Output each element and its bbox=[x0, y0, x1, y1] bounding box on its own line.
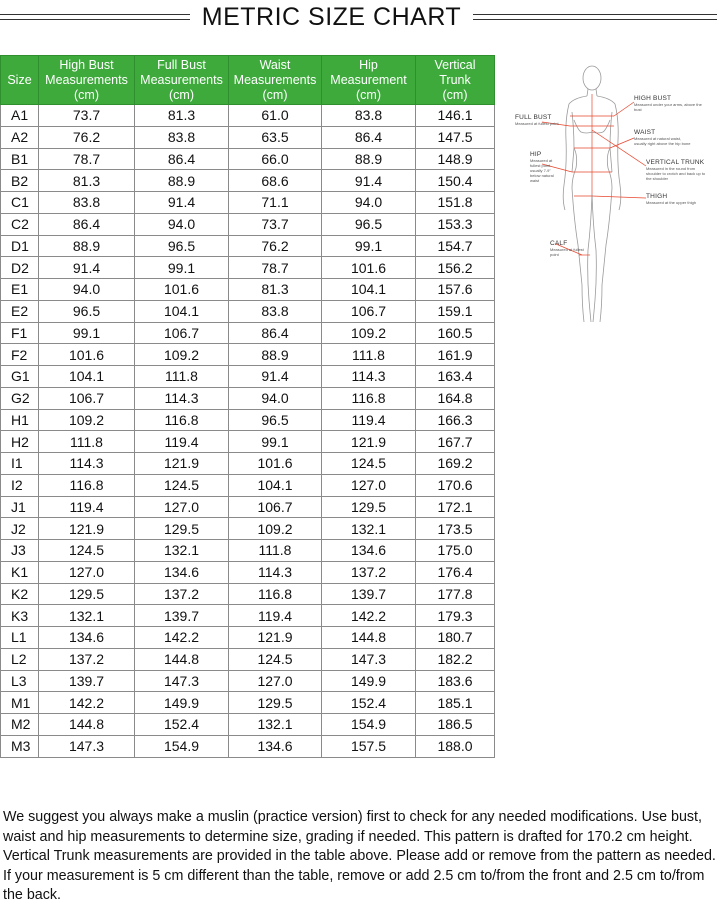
table-row bbox=[1, 126, 495, 148]
size-cell: G2 bbox=[1, 387, 39, 409]
measurement-cell: 167.7 bbox=[416, 431, 495, 453]
measurement-cell: 180.7 bbox=[416, 627, 495, 649]
column-header bbox=[39, 56, 135, 105]
column-header bbox=[416, 56, 495, 105]
column-header-line: Measurements bbox=[233, 72, 317, 87]
measurement-cell: 147.3 bbox=[135, 670, 229, 692]
vertical-trunk-label: VERTICAL TRUNK Measured in the round from shoulder to crotch and back up to the shoulder bbox=[646, 159, 706, 181]
measurement-cell: 106.7 bbox=[135, 322, 229, 344]
column-header bbox=[135, 56, 229, 105]
measurement-cell: 132.1 bbox=[135, 540, 229, 562]
size-cell: B2 bbox=[1, 170, 39, 192]
table-row bbox=[1, 366, 495, 388]
title-row bbox=[0, 0, 717, 40]
measurement-cell: 129.5 bbox=[229, 692, 322, 714]
column-header-line: Waist bbox=[259, 57, 291, 72]
table-row bbox=[1, 540, 495, 562]
measurement-cell: 78.7 bbox=[229, 257, 322, 279]
measurement-cell: 157.5 bbox=[322, 735, 416, 757]
size-cell: D2 bbox=[1, 257, 39, 279]
size-cell: C1 bbox=[1, 192, 39, 214]
measurement-cell: 127.0 bbox=[229, 670, 322, 692]
measurement-cell: 154.9 bbox=[322, 714, 416, 736]
column-header-line: Hip bbox=[359, 57, 378, 72]
measurement-cell: 186.5 bbox=[416, 714, 495, 736]
size-cell: B1 bbox=[1, 148, 39, 170]
measurement-cell: 116.8 bbox=[322, 387, 416, 409]
column-header-line: Size bbox=[7, 72, 32, 87]
measurement-cell: 109.2 bbox=[39, 409, 135, 431]
size-chart-table bbox=[0, 55, 495, 758]
measurement-cell: 129.5 bbox=[135, 518, 229, 540]
measurement-cell: 134.6 bbox=[322, 540, 416, 562]
calf-label: CALF Measured at fullest point bbox=[550, 240, 584, 257]
measurement-cell: 121.9 bbox=[135, 453, 229, 475]
measurement-cell: 73.7 bbox=[39, 105, 135, 127]
measurement-cell: 152.4 bbox=[135, 714, 229, 736]
measurement-cell: 124.5 bbox=[39, 540, 135, 562]
measurement-cell: 119.4 bbox=[135, 431, 229, 453]
size-cell: A1 bbox=[1, 105, 39, 127]
measurement-cell: 137.2 bbox=[322, 561, 416, 583]
measurement-cell: 76.2 bbox=[39, 126, 135, 148]
measurement-cell: 109.2 bbox=[229, 518, 322, 540]
measurement-cell: 106.7 bbox=[39, 387, 135, 409]
measurement-cell: 149.9 bbox=[322, 670, 416, 692]
measurement-cell: 134.6 bbox=[39, 627, 135, 649]
size-cell: L3 bbox=[1, 670, 39, 692]
size-cell: G1 bbox=[1, 366, 39, 388]
measurement-cell: 188.0 bbox=[416, 735, 495, 757]
measurement-cell: 152.4 bbox=[322, 692, 416, 714]
column-header-line: (cm) bbox=[74, 87, 99, 102]
measurement-cell: 114.3 bbox=[322, 366, 416, 388]
table-row bbox=[1, 583, 495, 605]
measurement-cell: 114.3 bbox=[39, 453, 135, 475]
measurement-cell: 161.9 bbox=[416, 344, 495, 366]
measurement-cell: 91.4 bbox=[135, 192, 229, 214]
measurement-cell: 104.1 bbox=[322, 279, 416, 301]
measurement-figure bbox=[512, 60, 712, 330]
measurement-cell: 101.6 bbox=[135, 279, 229, 301]
measurement-cell: 99.1 bbox=[39, 322, 135, 344]
measurement-cell: 169.2 bbox=[416, 453, 495, 475]
column-header-line: Measurement bbox=[330, 72, 407, 87]
measurement-cell: 86.4 bbox=[229, 322, 322, 344]
measurement-cell: 66.0 bbox=[229, 148, 322, 170]
measurement-cell: 91.4 bbox=[322, 170, 416, 192]
size-cell: E1 bbox=[1, 279, 39, 301]
measurement-cell: 94.0 bbox=[135, 213, 229, 235]
measurement-cell: 86.4 bbox=[135, 148, 229, 170]
column-header bbox=[322, 56, 416, 105]
measurement-cell: 144.8 bbox=[322, 627, 416, 649]
measurement-cell: 154.9 bbox=[135, 735, 229, 757]
size-cell: F1 bbox=[1, 322, 39, 344]
measurement-cell: 99.1 bbox=[322, 235, 416, 257]
measurement-cell: 86.4 bbox=[322, 126, 416, 148]
measurement-cell: 177.8 bbox=[416, 583, 495, 605]
measurement-cell: 139.7 bbox=[322, 583, 416, 605]
sizing-notes: We suggest you always make a muslin (practice version) first to check for any needed modifications. Use bust, waist and hip measurements to determine size, grading if needed. This pattern is drafted for 170.2 cm height. Vertical Trunk measurements are provided in the table above. Please add or remove from the pattern as needed. If your measurement is 5 cm different than the table, remove or add 2.5 cm to/from the front and 2.5 cm to/from the back. bbox=[3, 809, 716, 904]
title-rule-right bbox=[473, 14, 717, 20]
measurement-cell: 149.9 bbox=[135, 692, 229, 714]
column-header-line: Trunk bbox=[439, 72, 471, 87]
measurement-cell: 124.5 bbox=[229, 648, 322, 670]
measurement-cell: 94.0 bbox=[322, 192, 416, 214]
table-row bbox=[1, 257, 495, 279]
measurement-cell: 104.1 bbox=[39, 366, 135, 388]
measurement-cell: 127.0 bbox=[135, 496, 229, 518]
measurement-cell: 68.6 bbox=[229, 170, 322, 192]
measurement-cell: 83.8 bbox=[39, 192, 135, 214]
measurement-cell: 81.3 bbox=[135, 105, 229, 127]
measurement-cell: 156.2 bbox=[416, 257, 495, 279]
high-bust-label: HIGH BUST Measured under your arms, above the bust bbox=[634, 95, 702, 112]
measurement-cell: 81.3 bbox=[39, 170, 135, 192]
measurement-cell: 137.2 bbox=[39, 648, 135, 670]
measurement-cell: 88.9 bbox=[135, 170, 229, 192]
measurement-cell: 83.8 bbox=[229, 300, 322, 322]
measurement-cell: 121.9 bbox=[39, 518, 135, 540]
size-cell: K2 bbox=[1, 583, 39, 605]
measurement-cell: 94.0 bbox=[39, 279, 135, 301]
measurement-cell: 99.1 bbox=[135, 257, 229, 279]
measurement-cell: 132.1 bbox=[322, 518, 416, 540]
measurement-cell: 111.8 bbox=[322, 344, 416, 366]
table-row bbox=[1, 692, 495, 714]
table-row bbox=[1, 670, 495, 692]
measurement-cell: 106.7 bbox=[322, 300, 416, 322]
title-rule-left bbox=[0, 14, 190, 20]
measurement-cell: 157.6 bbox=[416, 279, 495, 301]
column-header-line: High Bust bbox=[59, 57, 114, 72]
measurement-cell: 173.5 bbox=[416, 518, 495, 540]
table-row bbox=[1, 627, 495, 649]
measurement-cell: 172.1 bbox=[416, 496, 495, 518]
measurement-cell: 81.3 bbox=[229, 279, 322, 301]
measurement-cell: 116.8 bbox=[229, 583, 322, 605]
measurement-cell: 111.8 bbox=[229, 540, 322, 562]
table-row bbox=[1, 474, 495, 496]
column-header-line: (cm) bbox=[356, 87, 381, 102]
measurement-cell: 106.7 bbox=[229, 496, 322, 518]
column-header bbox=[229, 56, 322, 105]
measurement-cell: 132.1 bbox=[39, 605, 135, 627]
measurement-cell: 114.3 bbox=[229, 561, 322, 583]
table-body bbox=[1, 105, 495, 758]
measurement-cell: 160.5 bbox=[416, 322, 495, 344]
measurement-cell: 129.5 bbox=[39, 583, 135, 605]
measurement-cell: 124.5 bbox=[322, 453, 416, 475]
measurement-cell: 127.0 bbox=[322, 474, 416, 496]
table-row bbox=[1, 235, 495, 257]
measurement-cell: 121.9 bbox=[322, 431, 416, 453]
measurement-cell: 147.3 bbox=[322, 648, 416, 670]
measurement-cell: 61.0 bbox=[229, 105, 322, 127]
measurement-cell: 182.2 bbox=[416, 648, 495, 670]
measurement-cell: 96.5 bbox=[39, 300, 135, 322]
measurement-cell: 151.8 bbox=[416, 192, 495, 214]
measurement-cell: 153.3 bbox=[416, 213, 495, 235]
column-header bbox=[1, 56, 39, 105]
measurement-cell: 142.2 bbox=[39, 692, 135, 714]
measurement-cell: 144.8 bbox=[135, 648, 229, 670]
measurement-cell: 94.0 bbox=[229, 387, 322, 409]
measurement-cell: 91.4 bbox=[39, 257, 135, 279]
measurement-cell: 101.6 bbox=[322, 257, 416, 279]
measurement-cell: 124.5 bbox=[135, 474, 229, 496]
measurement-cell: 96.5 bbox=[229, 409, 322, 431]
table-row bbox=[1, 605, 495, 627]
measurement-cell: 179.3 bbox=[416, 605, 495, 627]
size-cell: I2 bbox=[1, 474, 39, 496]
size-cell: I1 bbox=[1, 453, 39, 475]
column-header-line: Measurements bbox=[140, 72, 223, 87]
full-bust-label: FULL BUST Measured at fullest point bbox=[515, 114, 559, 126]
measurement-cell: 73.7 bbox=[229, 213, 322, 235]
column-header-line: Vertical bbox=[434, 57, 476, 72]
measurement-cell: 185.1 bbox=[416, 692, 495, 714]
measurement-cell: 166.3 bbox=[416, 409, 495, 431]
table-row bbox=[1, 213, 495, 235]
size-cell: D1 bbox=[1, 235, 39, 257]
measurement-cell: 91.4 bbox=[229, 366, 322, 388]
measurement-cell: 129.5 bbox=[322, 496, 416, 518]
size-cell: J1 bbox=[1, 496, 39, 518]
size-cell: M2 bbox=[1, 714, 39, 736]
size-cell: M3 bbox=[1, 735, 39, 757]
table-row bbox=[1, 518, 495, 540]
measurement-cell: 96.5 bbox=[135, 235, 229, 257]
size-cell: F2 bbox=[1, 344, 39, 366]
measurement-cell: 132.1 bbox=[229, 714, 322, 736]
measurement-cell: 111.8 bbox=[39, 431, 135, 453]
measurement-cell: 71.1 bbox=[229, 192, 322, 214]
measurement-cell: 96.5 bbox=[322, 213, 416, 235]
size-cell: K3 bbox=[1, 605, 39, 627]
column-header-line: (cm) bbox=[262, 87, 288, 102]
measurement-cell: 83.8 bbox=[135, 126, 229, 148]
table-row bbox=[1, 300, 495, 322]
measurement-cell: 88.9 bbox=[322, 148, 416, 170]
measurement-cell: 119.4 bbox=[229, 605, 322, 627]
measurement-cell: 163.4 bbox=[416, 366, 495, 388]
table-row bbox=[1, 714, 495, 736]
measurement-cell: 183.6 bbox=[416, 670, 495, 692]
size-cell: L2 bbox=[1, 648, 39, 670]
measurement-cell: 101.6 bbox=[229, 453, 322, 475]
table-row bbox=[1, 279, 495, 301]
measurement-cell: 176.4 bbox=[416, 561, 495, 583]
measurement-cell: 111.8 bbox=[135, 366, 229, 388]
table-row bbox=[1, 387, 495, 409]
measurement-cell: 170.6 bbox=[416, 474, 495, 496]
measurement-cell: 119.4 bbox=[39, 496, 135, 518]
measurement-cell: 150.4 bbox=[416, 170, 495, 192]
table-row bbox=[1, 105, 495, 127]
measurement-cell: 127.0 bbox=[39, 561, 135, 583]
table-row bbox=[1, 170, 495, 192]
measurement-cell: 78.7 bbox=[39, 148, 135, 170]
table-row bbox=[1, 409, 495, 431]
hip-label: HIP Measured at fullest point usually 7-9" below natural waist bbox=[530, 151, 554, 183]
column-header-line: Measurements bbox=[45, 72, 128, 87]
measurement-cell: 139.7 bbox=[135, 605, 229, 627]
measurement-cell: 109.2 bbox=[322, 322, 416, 344]
measurement-cell: 146.1 bbox=[416, 105, 495, 127]
measurement-cell: 116.8 bbox=[39, 474, 135, 496]
measurement-cell: 164.8 bbox=[416, 387, 495, 409]
measurement-cell: 101.6 bbox=[39, 344, 135, 366]
measurement-cell: 63.5 bbox=[229, 126, 322, 148]
waist-label: WAIST Measured at natural waist, usually right above the hip bone bbox=[634, 129, 691, 146]
table-row bbox=[1, 735, 495, 757]
table-row bbox=[1, 192, 495, 214]
measurement-cell: 137.2 bbox=[135, 583, 229, 605]
measurement-cell: 148.9 bbox=[416, 148, 495, 170]
size-cell: E2 bbox=[1, 300, 39, 322]
measurement-cell: 88.9 bbox=[229, 344, 322, 366]
size-cell: K1 bbox=[1, 561, 39, 583]
table-row bbox=[1, 496, 495, 518]
measurement-cell: 134.6 bbox=[229, 735, 322, 757]
measurement-cell: 86.4 bbox=[39, 213, 135, 235]
column-header-line: (cm) bbox=[442, 87, 468, 102]
measurement-cell: 147.3 bbox=[39, 735, 135, 757]
measurement-cell: 114.3 bbox=[135, 387, 229, 409]
table-row bbox=[1, 322, 495, 344]
measurement-cell: 134.6 bbox=[135, 561, 229, 583]
table-header-row bbox=[1, 56, 495, 105]
thigh-label: THIGH Measured at the upper thigh bbox=[646, 193, 697, 205]
size-cell: M1 bbox=[1, 692, 39, 714]
measurement-cell: 109.2 bbox=[135, 344, 229, 366]
measurement-cell: 142.2 bbox=[135, 627, 229, 649]
measurement-cell: 175.0 bbox=[416, 540, 495, 562]
column-header-line: Full Bust bbox=[157, 57, 206, 72]
measurement-cell: 76.2 bbox=[229, 235, 322, 257]
measurement-cell: 119.4 bbox=[322, 409, 416, 431]
measurement-cell: 144.8 bbox=[39, 714, 135, 736]
table-row bbox=[1, 344, 495, 366]
size-cell: J3 bbox=[1, 540, 39, 562]
column-header-line: (cm) bbox=[169, 87, 194, 102]
measurement-cell: 147.5 bbox=[416, 126, 495, 148]
table-row bbox=[1, 431, 495, 453]
size-cell: J2 bbox=[1, 518, 39, 540]
measurement-cell: 99.1 bbox=[229, 431, 322, 453]
measurement-cell: 139.7 bbox=[39, 670, 135, 692]
measurement-cell: 104.1 bbox=[135, 300, 229, 322]
measurement-cell: 154.7 bbox=[416, 235, 495, 257]
measurement-cell: 83.8 bbox=[322, 105, 416, 127]
table-row bbox=[1, 148, 495, 170]
size-cell: L1 bbox=[1, 627, 39, 649]
measurement-cell: 88.9 bbox=[39, 235, 135, 257]
size-cell: C2 bbox=[1, 213, 39, 235]
measurement-cell: 104.1 bbox=[229, 474, 322, 496]
measurement-cell: 159.1 bbox=[416, 300, 495, 322]
size-cell: A2 bbox=[1, 126, 39, 148]
table-row bbox=[1, 648, 495, 670]
table-row bbox=[1, 453, 495, 475]
page-title: METRIC SIZE CHART bbox=[201, 3, 462, 31]
measurement-cell: 142.2 bbox=[322, 605, 416, 627]
size-cell: H1 bbox=[1, 409, 39, 431]
measurement-cell: 121.9 bbox=[229, 627, 322, 649]
size-cell: H2 bbox=[1, 431, 39, 453]
measurement-cell: 116.8 bbox=[135, 409, 229, 431]
table-row bbox=[1, 561, 495, 583]
